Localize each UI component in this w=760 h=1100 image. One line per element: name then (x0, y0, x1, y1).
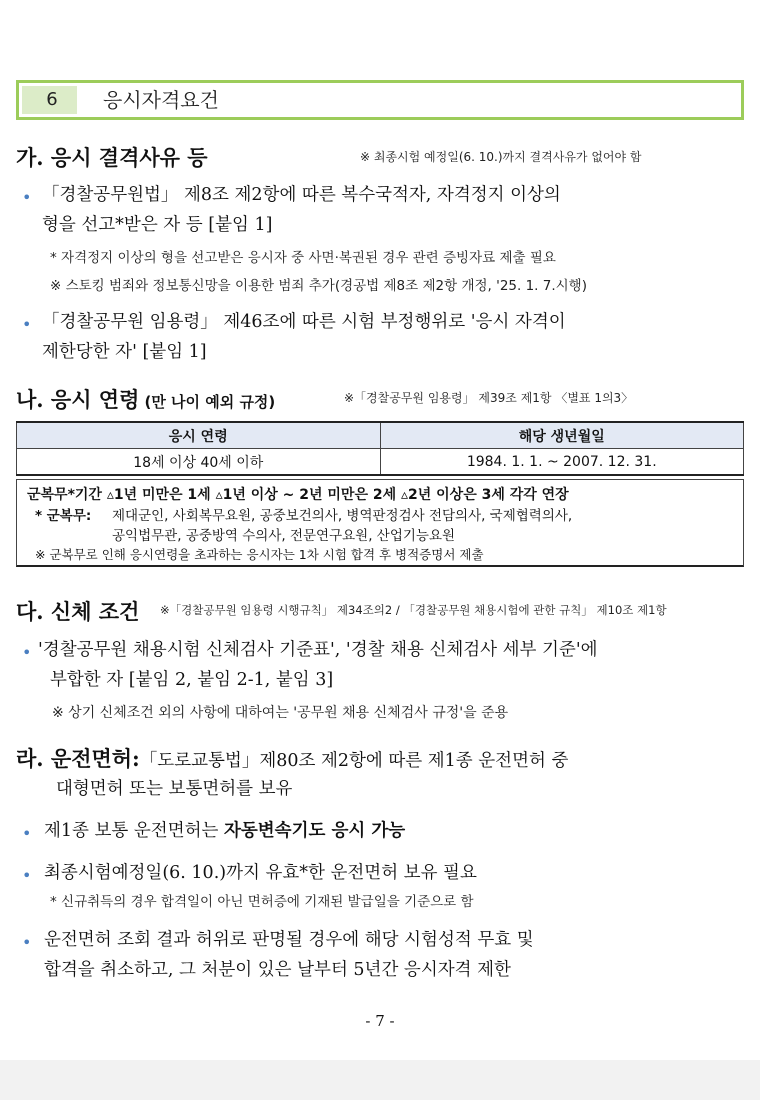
note-da: ※「경찰공무원 임용령 시행규칙」 제34조의2 / 「경찰공무원 채용시험에 관한 규칙」 제10조 제1항 (160, 603, 667, 617)
heading-ra: 라. 운전면허: (16, 746, 140, 771)
table-header-cell: 해당 생년월일 (380, 422, 744, 449)
ra-item3-line1: 운전면허 조회 결과 허위로 판명될 경우에 해당 시험성적 무효 및 (44, 930, 534, 950)
ra-item3-line2: 합격을 취소하고, 그 처분이 있은 날부터 5년간 응시자격 제한 (44, 960, 511, 980)
ra-item2: 최종시험예정일(6. 10.)까지 유효*한 운전면허 보유 필요 (44, 863, 477, 883)
bullet-icon: • (22, 188, 32, 207)
heading-na (16, 384, 275, 414)
bullet-icon: • (22, 643, 32, 662)
da-item-line2: 부합한 자 [붙임 2, 붙임 2-1, 붙임 3] (50, 670, 334, 690)
ra-item1-prefix: 제1종 보통 운전면허는 (44, 821, 224, 841)
section-number: 6 (22, 86, 82, 114)
ga-item1-line1: 「경찰공무원법」 제8조 제2항에 따른 복수국적자, 자격정지 이상의 (42, 185, 561, 205)
note-na: ※「경찰공무원 임용령」 제39조 제1항 〈별표 1의3〉 (344, 391, 634, 405)
military-label: * 군복무: (35, 508, 92, 524)
table-row (17, 449, 744, 476)
section-title: 응시자격요건 (103, 88, 219, 112)
heading-da: 다. 신체 조건 (16, 599, 140, 624)
military-note-box (16, 479, 744, 567)
ra-line2: 대형면허 또는 보통면허를 보유 (56, 779, 293, 799)
bullet-icon: • (22, 824, 32, 843)
bullet-icon: • (22, 933, 32, 952)
table-cell: 18세 이상 40세 이하 (17, 449, 381, 476)
bullet-icon: • (22, 866, 32, 885)
ra-item2-sub: * 신규취득의 경우 합격일이 아닌 면허증에 기재된 발급일을 기준으로 함 (50, 894, 474, 910)
heading-na-paren: (만 나이 예외 규정) (144, 393, 276, 411)
age-table (16, 421, 744, 476)
table-header-cell: 응시 연령 (17, 422, 381, 449)
footer-bar (0, 1060, 760, 1100)
military-extension: 군복무*기간 ▵1년 미만은 1세 ▵1년 이상 ~ 2년 미만은 2세 ▵2년 이상은 3세 각각 연장 (27, 487, 569, 503)
heading-ga: 가. 응시 결격사유 등 (16, 145, 208, 170)
ga-item1-sub2: ※ 스토킹 범죄와 정보통신망을 이용한 범죄 추가(경공법 제8조 제2항 개정, '25. 1. 7.시행) (50, 278, 587, 294)
note-ga: ※ 최종시험 예정일(6. 10.)까지 결격사유가 없어야 함 (360, 150, 642, 164)
table-header-row (17, 422, 744, 449)
section-banner (16, 80, 744, 120)
military-note: ※ 군복무로 인해 응시연령을 초과하는 응시자는 1차 시험 합격 후 병적증명서 제출 (35, 547, 484, 562)
ga-item2-line1: 「경찰공무원 임용령」 제46조에 따른 시험 부정행위로 '응시 자격이 (42, 312, 566, 332)
bullet-icon: • (22, 315, 32, 334)
military-line1: 제대군인, 사회복무요원, 공중보건의사, 병역판정검사 전담의사, 국제협력의사, (112, 508, 573, 524)
da-sub: ※ 상기 신체조건 외의 사항에 대하여는 '공무원 채용 신체검사 규정'을 준용 (52, 705, 509, 721)
ra-item1 (44, 814, 405, 848)
heading-na-main: 나. 응시 연령 (16, 387, 140, 412)
ga-item2-line2: 제한당한 자' [붙임 1] (42, 342, 207, 362)
ra-text1: 「도로교통법」제80조 제2항에 따른 제1종 운전면허 중 (139, 751, 569, 771)
ra-item1-bold: 자동변속기도 응시 가능 (223, 821, 406, 841)
da-item-line1: '경찰공무원 채용시험 신체검사 기준표', '경찰 채용 신체검사 세부 기준'에 (38, 640, 598, 660)
military-line2: 공익법무관, 공중방역 수의사, 전문연구요원, 산업기능요원 (112, 528, 456, 544)
page-number: - 7 - (365, 1012, 395, 1030)
ga-item1-line2: 형을 선고*받은 자 등 [붙임 1] (42, 215, 273, 235)
ga-item1-sub1: * 자격정지 이상의 형을 선고받은 응시자 중 사면·복권된 경우 관련 증빙자료 제출 필요 (50, 250, 556, 266)
table-cell: 1984. 1. 1. ~ 2007. 12. 31. (380, 449, 744, 476)
